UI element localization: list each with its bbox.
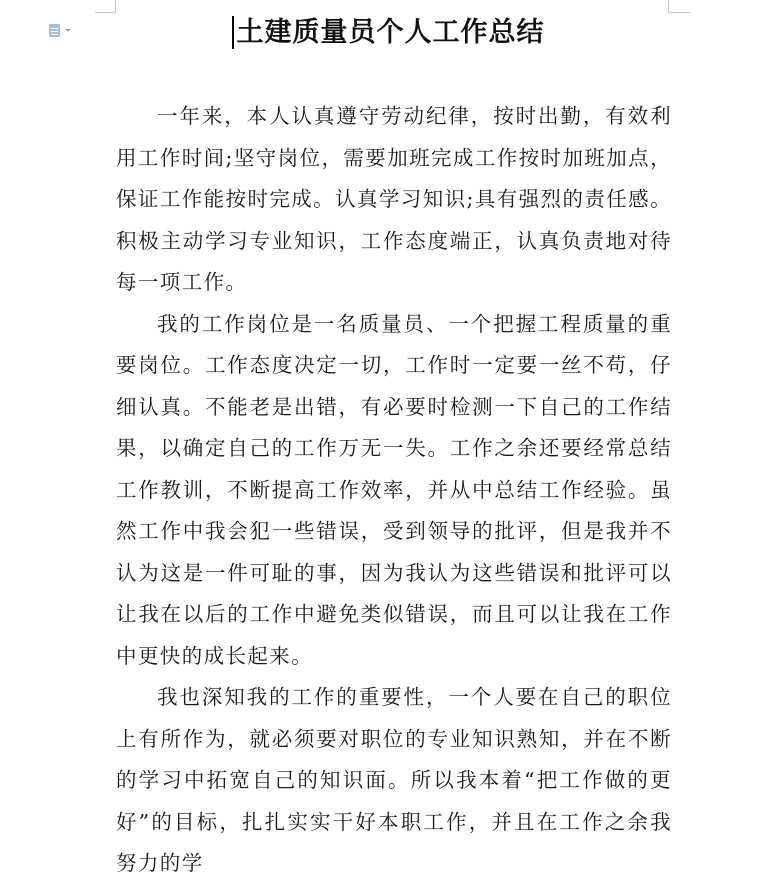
page-corner-mark-left — [95, 0, 116, 13]
document-title: 土建质量员个人工作总结 — [236, 17, 545, 48]
page-corner-mark-right — [668, 0, 691, 13]
text-cursor — [232, 16, 234, 49]
paragraph: 一年来，本人认真遵守劳动纪律，按时出勤，有效利用工作时间;坚守岗位，需要加班完成工作按时加班加点，保证工作能按时完成。认真学习知识;具有强烈的责任感。积极主动学习专业知识，工作态度端正，认真负责地对待每一项工作。 — [116, 104, 672, 294]
paragraph: 我的工作岗位是一名质量员、一个把握工程质量的重要岗位。工作态度决定一切，工作时一定要一丝不苟，仔细认真。不能老是出错，有必要时检测一下自己的工作结果，以确定自己的工作万无一失。工作之余还要经常总结工作教训，不断提高工作效率，并从中总结工作经验。虽然工作中我会犯一些错误，受到领导的批评，但是我并不认为这是一件可耻的事，因为我认为这些错误和批评可以让我在以后的工作中避免类似错误，而且可以让我在工作中更快的成长起来。 — [116, 311, 672, 668]
paragraph: 我也深知我的工作的重要性，一个人要在自己的职位上有所作为，就必须要对职位的专业知识熟知，并在不断的学习中拓宽自己的知识面。所以我本着“把工作做的更好”的目标，扎扎实实干好本职工作，并且在工作之余我努力的学 — [116, 685, 672, 875]
document-body — [116, 96, 672, 885]
